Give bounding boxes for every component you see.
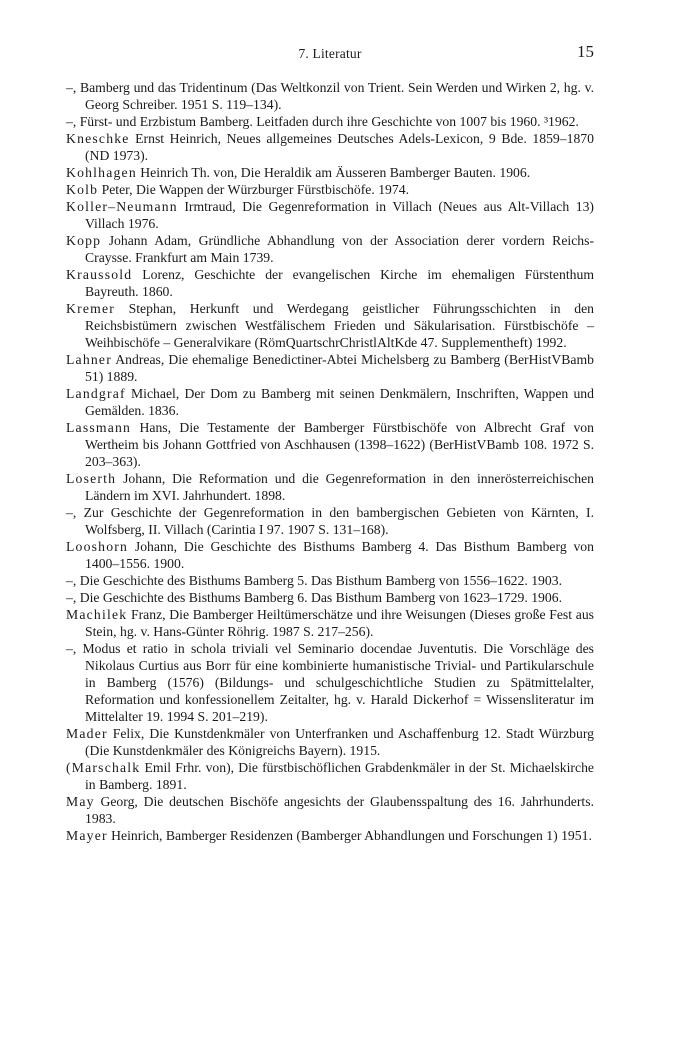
- entry-text: Michael, Der Dom zu Bamberg mit seinen Denkmälern, Inschriften, Wappen und Gemälden. 1836.: [85, 386, 594, 418]
- entry-text: Peter, Die Wappen der Würzburger Fürstbischöfe. 1974.: [98, 182, 409, 197]
- bibliography-entry: [66, 606, 594, 640]
- entry-text: Johann Adam, Gründliche Abhandlung von der Association derer vordern Reichs-Craysse. Frankfurt am Main 1739.: [85, 233, 594, 265]
- bibliography-entry: [66, 232, 594, 266]
- entry-text: –, Zur Geschichte der Gegenreformation in den bambergischen Gebieten von Kärnten, I. Wolfsberg, II. Villach (Carintia I 97. 1907 S. 131–168).: [66, 505, 594, 537]
- bibliography-entry: [66, 300, 594, 351]
- entry-text: Heinrich, Bamberger Residenzen (Bamberger Abhandlungen und Forschungen 1) 1951.: [107, 828, 592, 843]
- entry-text: Johann, Die Geschichte des Bisthums Bamberg 4. Das Bisthum Bamberg von 1400–1556. 1900.: [85, 539, 594, 571]
- bibliography-entry: [66, 470, 594, 504]
- entry-text: –, Modus et ratio in schola triviali vel Seminario docendae Juventutis. Die Vorschläge des Nikolaus Curtius aus Borr für eine kombinierte humanistische Trivial- und Partikularschule in Bamberg (1576) (Bildungs- und schulgeschichtliche Studien zu Spätmittelalter, Reformation und konfessionellem Zeitalter, hg. v. Harald Dickerhof = Wissensliteratur im Mittelalter 19. 1994 S. 201–219).: [66, 641, 594, 724]
- bibliography-entry: [66, 827, 594, 844]
- entry-text: Hans, Die Testamente der Bamberger Fürstbischöfe von Albrecht Graf von Wertheim bis Johann Gottfried von Aschhausen (1398–1622) (BerHistVBamb 108. 1972 S. 203–363).: [85, 420, 594, 469]
- bibliography-entry: [66, 113, 594, 130]
- bibliography-entry: [66, 640, 594, 725]
- bibliography-list: [66, 79, 594, 844]
- entry-author: Lassmann: [66, 420, 132, 435]
- entry-text: –, Fürst- und Erzbistum Bamberg. Leitfaden durch ihre Geschichte von 1007 bis 1960. ³1962.: [66, 114, 579, 129]
- page-header: [66, 42, 594, 66]
- entry-author: Kraussold: [66, 267, 133, 282]
- entry-author: May: [66, 794, 95, 809]
- entry-author: (Marschalk: [66, 760, 141, 775]
- entry-text: –, Die Geschichte des Bisthums Bamberg 6. Das Bisthum Bamberg von 1623–1729. 1906.: [66, 590, 563, 605]
- entry-text: Irmtraud, Die Gegenreformation in Villach (Neues aus Alt-Villach 13) Villach 1976.: [85, 199, 594, 231]
- running-head: 7. Literatur: [298, 46, 362, 61]
- entry-author: Kneschke: [66, 131, 130, 146]
- bibliography-entry: [66, 725, 594, 759]
- bibliography-entry: [66, 266, 594, 300]
- bibliography-entry: [66, 759, 594, 793]
- entry-text: Emil Frhr. von), Die fürstbischöflichen Grabdenkmäler in der St. Michaelskirche in Bamberg. 1891.: [85, 760, 594, 792]
- bibliography-entry: [66, 181, 594, 198]
- page-number: 15: [577, 42, 594, 61]
- bibliography-entry: [66, 504, 594, 538]
- bibliography-entry: [66, 793, 594, 827]
- bibliography-entry: [66, 538, 594, 572]
- bibliography-entry: [66, 130, 594, 164]
- bibliography-entry: [66, 164, 594, 181]
- entry-author: Mayer: [66, 828, 108, 843]
- bibliography-entry: [66, 351, 594, 385]
- entry-author: Kremer: [66, 301, 115, 316]
- entry-text: Georg, Die deutschen Bischöfe angesichts der Glaubensspaltung des 16. Jahrhunderts. 1983.: [85, 794, 594, 826]
- bibliography-entry: [66, 198, 594, 232]
- entry-author: Looshorn: [66, 539, 129, 554]
- entry-text: Felix, Die Kunstdenkmäler von Unterfranken und Aschaffenburg 12. Stadt Würzburg (Die Kunstdenkmäler des Königreichs Bayern). 1915.: [85, 726, 594, 758]
- bibliography-entry: [66, 589, 594, 606]
- entry-author: Kohlhagen: [66, 165, 137, 180]
- entry-text: –, Die Geschichte des Bisthums Bamberg 5. Das Bisthum Bamberg von 1556–1622. 1903.: [66, 573, 563, 588]
- entry-author: Lahner: [66, 352, 112, 367]
- entry-author: Landgraf: [66, 386, 126, 401]
- bibliography-entry: [66, 385, 594, 419]
- entry-author: Mader: [66, 726, 108, 741]
- entry-author: Kopp: [66, 233, 102, 248]
- entry-text: Stephan, Herkunft und Werdegang geistlicher Führungsschichten in den Reichsbistümern zwischen Westfälischem Frieden und Säkularisation. Fürstbischöfe – Weihbischöfe – Generalvikare (RömQuartschrChristlAltKde 47. Supplementheft) 1992.: [85, 301, 594, 350]
- entry-text: Andreas, Die ehemalige Benedictiner-Abtei Michelsberg zu Bamberg (BerHistVBamb 51) 1889.: [85, 352, 594, 384]
- entry-text: –, Bamberg und das Tridentinum (Das Weltkonzil von Trient. Sein Werden und Wirken 2, hg. v. Georg Schreiber. 1951 S. 119–134).: [66, 80, 594, 112]
- entry-author: Loserth: [66, 471, 117, 486]
- entry-author: Machilek: [66, 607, 128, 622]
- entry-text: Ernst Heinrich, Neues allgemeines Deutsches Adels-Lexicon, 9 Bde. 1859–1870 (ND 1973).: [85, 131, 594, 163]
- entry-author: Kolb: [66, 182, 99, 197]
- entry-author: Koller–Neumann: [66, 199, 178, 214]
- entry-text: Heinrich Th. von, Die Heraldik am Äusseren Bamberger Bauten. 1906.: [136, 165, 531, 180]
- entry-text: Lorenz, Geschichte der evangelischen Kirche im ehemaligen Fürstenthum Bayreuth. 1860.: [85, 267, 594, 299]
- bibliography-entry: [66, 572, 594, 589]
- entry-text: Franz, Die Bamberger Heiltümerschätze und ihre Weisungen (Dieses große Fest aus Stein, hg. v. Hans-Günter Röhrig. 1987 S. 217–256).: [85, 607, 594, 639]
- entry-text: Johann, Die Reformation und die Gegenreformation in den innerösterreichischen Ländern im XVI. Jahrhundert. 1898.: [85, 471, 594, 503]
- bibliography-entry: [66, 79, 594, 113]
- bibliography-entry: [66, 419, 594, 470]
